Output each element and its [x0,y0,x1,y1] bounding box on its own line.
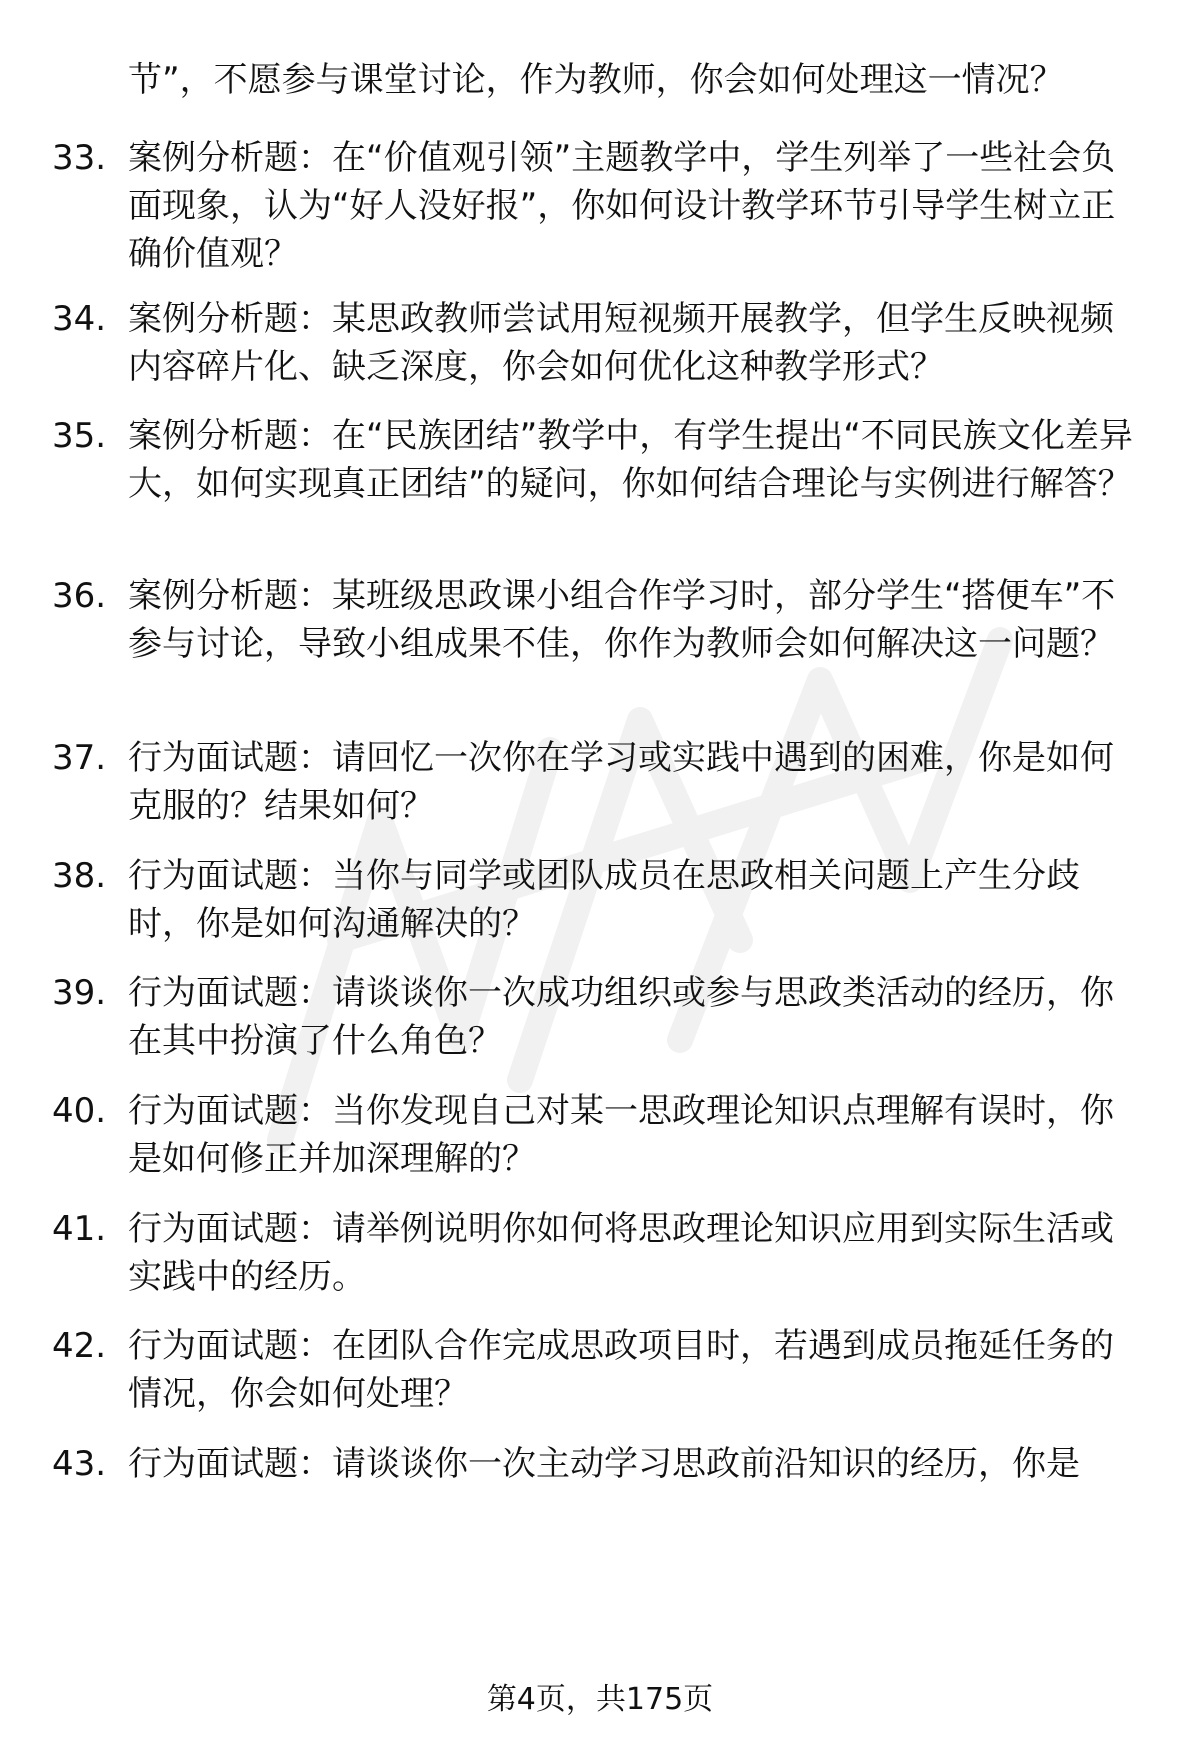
page-footer: 第4页，共175页 [486,1682,714,1717]
question-number: 41. [52,1209,107,1249]
question-text: 行为面试题：请回忆一次你在学习或实践中遇到的困难，你是如何克服的？结果如何？ [128,738,1114,826]
question-text: 行为面试题：请谈谈你一次主动学习思政前沿知识的经历，你是 [128,1444,1080,1484]
question-item-42 [52,1322,1140,1418]
question-text: 案例分析题：在“民族团结”教学中，有学生提出“不同民族文化差异大，如何实现真正团结”的疑问，你如何结合理论与实例进行解答？ [128,416,1133,504]
question-text: 案例分析题：在“价值观引领”主题教学中，学生列举了一些社会负面现象，认为“好人没好报”，你如何设计教学环节引导学生树立正确价值观？ [128,138,1116,274]
question-text: 案例分析题：某班级思政课小组合作学习时，部分学生“搭便车”不参与讨论，导致小组成果不佳，你作为教师会如何解决这一问题？ [128,576,1116,664]
question-text: 行为面试题：请举例说明你如何将思政理论知识应用到实际生活或实践中的经历。 [128,1209,1114,1297]
question-number: 33. [52,138,107,178]
question-text: 行为面试题：在团队合作完成思政项目时，若遇到成员拖延任务的情况，你会如何处理？ [128,1326,1114,1414]
question-number: 38. [52,856,107,896]
question-number: 40. [52,1091,107,1131]
question-number: 37. [52,738,107,778]
continued-question-text: 节”，不愿参与课堂讨论，作为教师，你会如何处理这一情况？ [128,60,1064,100]
question-item-36 [52,572,1140,668]
question-number: 43. [52,1444,107,1484]
question-number: 39. [52,973,107,1013]
question-item-43 [52,1440,1140,1488]
question-text: 行为面试题：当你与同学或团队成员在思政相关问题上产生分歧时，你是如何沟通解决的？ [128,856,1080,944]
question-item-35 [52,412,1140,508]
question-item-33 [52,134,1140,278]
question-text: 案例分析题：某思政教师尝试用短视频开展教学，但学生反映视频内容碎片化、缺乏深度，你会如何优化这种教学形式？ [128,299,1114,387]
question-number: 42. [52,1326,107,1366]
question-item-39 [52,969,1140,1065]
question-text: 行为面试题：请谈谈你一次成功组织或参与思政类活动的经历，你在其中扮演了什么角色？ [128,973,1114,1061]
question-item-38 [52,852,1140,948]
question-number: 34. [52,299,107,339]
question-number: 35. [52,416,107,456]
question-number: 36. [52,576,107,616]
question-item-41 [52,1205,1140,1301]
question-text: 行为面试题：当你发现自己对某一思政理论知识点理解有误时，你是如何修正并加深理解的？ [128,1091,1114,1179]
question-item-40 [52,1087,1140,1183]
question-item-34 [52,295,1140,391]
question-item-37 [52,734,1140,830]
